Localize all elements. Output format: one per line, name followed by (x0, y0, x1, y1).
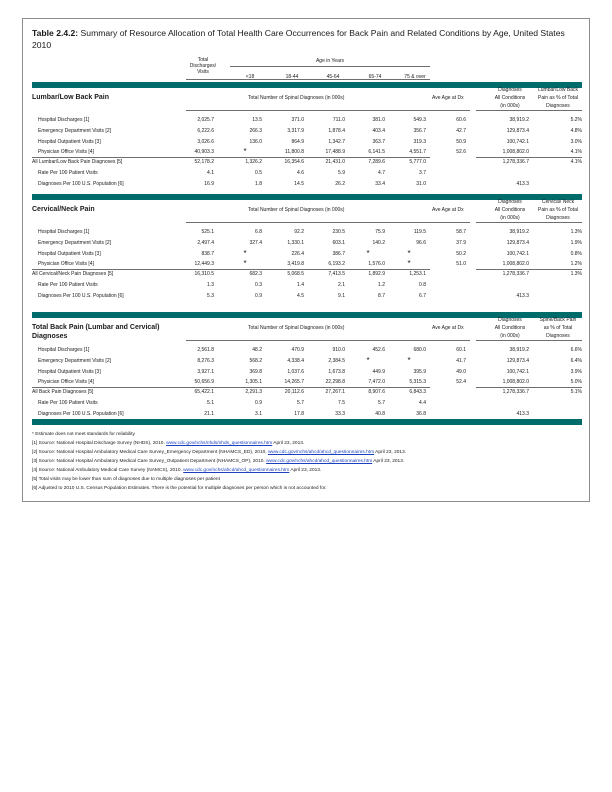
cell-a4: 7,472.0 (368, 379, 385, 385)
cell-a1: 327.4 (249, 240, 262, 246)
cell-pct: 6.6% (570, 347, 582, 353)
all-cell-a4: 1,892.9 (368, 271, 385, 277)
pop-cell-a1: 3.1 (255, 411, 262, 417)
row-label: Emergency Department Visits [2] (38, 240, 111, 246)
age-header-4: 75 & over (404, 74, 426, 80)
cell-pct: 4.1% (570, 149, 582, 155)
col-header-total-line1: Total (197, 57, 209, 63)
cell-total: 3,026.6 (197, 139, 214, 145)
all-row-rule (32, 157, 430, 158)
cell-pct: 1.2% (570, 261, 582, 267)
pop-cell-a5: 31.0 (416, 181, 426, 187)
footnote-1-link[interactable]: www.cdc.gov/nchs/nhds/nhds_questionnaires.htm (166, 441, 273, 446)
pop-cell-a2: 14.5 (294, 181, 304, 187)
pop-cell-a1: 1.8 (255, 181, 262, 187)
pop-cell-a3: 26.2 (335, 181, 345, 187)
section-avg-age-header: Ave Age at Dx (432, 207, 464, 213)
section-avg-age-header: Ave Age at Dx (432, 95, 464, 101)
table-title (32, 27, 582, 51)
cell-total: 40,903.3 (194, 149, 214, 155)
footnote-4-link[interactable]: www.cdc.gov/nchs/ahcd/ahcd_questionnaires.htm (183, 468, 290, 473)
cell-dx: 129,873.4 (506, 240, 529, 246)
cell-a2: 1,037.6 (287, 369, 304, 375)
cell-a2: 371.0 (291, 117, 304, 123)
cell-a4: 6,141.5 (368, 149, 385, 155)
cell-a5: 96.6 (416, 240, 426, 246)
section-spinal-dx-header: Total Number of Spinal Diagnoses (in 000s) (248, 325, 345, 331)
cell-avg: 49.0 (456, 369, 466, 375)
rate-cell-total: 5.1 (207, 400, 214, 406)
cell-avg: 60.6 (456, 117, 466, 123)
all-cell-a5: 1,253.1 (409, 271, 426, 277)
rate-cell-a4: 1.2 (378, 282, 385, 288)
footnote-4-text: [4] Source: National Ambulatory Medical Care Survey (NAMCS), 2010. (32, 468, 184, 473)
pop-cell-a5: 36.8 (416, 411, 426, 417)
cell-total: 6,222.6 (197, 128, 214, 134)
cell-a3: 386.7 (332, 251, 345, 257)
cell-dx: 100,742.1 (506, 251, 529, 257)
all-cell-a2: 5,068.5 (287, 271, 304, 277)
cell-a2: 226.4 (291, 251, 304, 257)
cell-a3: 910.0 (332, 347, 345, 353)
section-header-rule (186, 340, 430, 341)
footnote-3-text: [3] Source: National Hospital Ambulatory Medical Care Survey_Outpatient Department (NHAMCS_OP), 2010. (32, 459, 267, 464)
all-row-label: All Cervical/Neck Pain Diagnoses [5] (32, 271, 114, 277)
all-cell-a1: 682.3 (249, 271, 262, 277)
age-header-2: 45-64 (326, 74, 340, 80)
cell-dx: 129,873.4 (506, 128, 529, 134)
cell-a1: * (243, 259, 247, 268)
all-row-rule (32, 269, 430, 270)
cell-a5: * (407, 249, 411, 258)
cell-a3: 603.1 (332, 240, 345, 246)
cell-a3: 711.0 (332, 117, 345, 123)
cell-dx: 1,008,802.0 (502, 261, 529, 267)
cell-a1: * (243, 147, 247, 156)
pop-cell-total: 5.3 (207, 293, 214, 299)
rate-row-label: Rate Per 100 Patient Visits (38, 282, 98, 288)
all-cell-a3: 7,413.5 (328, 271, 345, 277)
footnote-2-text: [2] Source: National Hospital Ambulatory Medical Care Survey_Emergency Department (NHAMCS_ED), 2010. (32, 450, 268, 455)
cell-dx: 38,919.2 (509, 229, 529, 235)
cell-a4: 452.6 (372, 347, 385, 353)
cell-a4: 449.9 (372, 369, 385, 375)
all-cell-pct: 4.1% (570, 159, 582, 165)
all-row-rule-right (476, 269, 582, 270)
header-bottom-rule (186, 79, 430, 80)
all-cell-dx: 1,278,336.7 (502, 389, 529, 395)
section-spinal-dx-header: Total Number of Spinal Diagnoses (in 000s) (248, 207, 345, 213)
cell-avg: 42.7 (456, 128, 466, 134)
all-cell-a2: 20,112.6 (284, 389, 304, 395)
all-cell-a2: 16,354.6 (284, 159, 304, 165)
pop-row-label: Diagnoses Per 100 U.S. Population [6] (38, 411, 124, 417)
cell-a1: 568.2 (249, 358, 262, 364)
rate-cell-a5: 3.7 (419, 170, 426, 176)
cell-a3: 1,342.7 (328, 139, 345, 145)
rate-cell-total: 1.3 (207, 282, 214, 288)
cell-a4: 363.7 (372, 139, 385, 145)
cell-a3: 1,878.4 (328, 128, 345, 134)
cell-total: 838.7 (201, 251, 214, 257)
cell-a5: 319.3 (413, 139, 426, 145)
cell-a4: * (366, 356, 370, 365)
cell-a1: 369.8 (249, 369, 262, 375)
cell-avg: 51.0 (456, 261, 466, 267)
cell-pct: 4.8% (570, 128, 582, 134)
pop-cell-a1: 0.9 (255, 293, 262, 299)
col-header-total (186, 57, 220, 75)
cell-avg: 41.7 (456, 358, 466, 364)
cell-total: 12,449.3 (194, 261, 214, 267)
section-dx-header-l1: Diagnoses (498, 317, 522, 323)
section-pct-header-l2: as % of Total (543, 325, 573, 331)
section-header-rule-avg (430, 110, 470, 111)
cell-avg: 52.4 (456, 379, 466, 385)
cell-a4: 75.9 (375, 229, 385, 235)
section-dx-header-l2: All Conditions (494, 95, 526, 101)
cell-avg: 58.7 (456, 229, 466, 235)
cell-pct: 1.3% (570, 229, 582, 235)
rate-cell-a2: 4.6 (297, 170, 304, 176)
cell-a5: * (407, 259, 411, 268)
rate-cell-a1: 0.3 (255, 282, 262, 288)
age-header-3: 65-74 (368, 74, 382, 80)
rate-cell-a1: 0.9 (255, 400, 262, 406)
all-cell-pct: 5.1% (570, 389, 582, 395)
cell-a4: 381.0 (372, 117, 385, 123)
section-dx-header-l2: All Conditions (494, 207, 526, 213)
table-number: Table 2.4.2: (32, 28, 79, 38)
table-caption: Summary of Resource Allocation of Total Health Care Occurrences for Back Pain and Related Conditions by Age, United States 2010 (32, 28, 565, 50)
section-dx-header-l2: All Conditions (494, 325, 526, 331)
all-cell-a3: 27,267.1 (325, 389, 345, 395)
cell-a3: 17,488.9 (325, 149, 345, 155)
cell-pct: 0.8% (570, 251, 582, 257)
footnote-1 (32, 441, 304, 447)
row-label: Emergency Department Visits [2] (38, 128, 111, 134)
age-header-0: <18 (245, 74, 255, 80)
cell-a2: 3,317.9 (287, 128, 304, 134)
all-cell-a5: 5,777.0 (409, 159, 426, 165)
row-label: Hospital Outpatient Visits [3] (38, 251, 101, 257)
age-group-header: Age in Years (315, 58, 345, 64)
all-cell-a1: 1,326.2 (245, 159, 262, 165)
cell-total: 3,927.1 (197, 369, 214, 375)
section-dx-header-l1: Diagnoses (498, 87, 522, 93)
cell-a1: 1,305.1 (245, 379, 262, 385)
cell-a2: 11,800.8 (284, 149, 304, 155)
rate-row-label: Rate Per 100 Patient Visits (38, 400, 98, 406)
cell-a5: 395.9 (413, 369, 426, 375)
cell-total: 2,561.8 (197, 347, 214, 353)
footnote-2 (32, 450, 406, 456)
section-avg-age-header: Ave Age at Dx (432, 325, 464, 331)
row-label: Hospital Outpatient Visits [3] (38, 139, 101, 145)
rate-cell-a5: 0.8 (419, 282, 426, 288)
row-label: Emergency Department Visits [2] (38, 358, 111, 364)
cell-pct: 6.4% (570, 358, 582, 364)
section-header-rule-right (476, 110, 582, 111)
rate-cell-total: 4.1 (207, 170, 214, 176)
footnote-3-link[interactable]: www.cdc.gov/nchs/ahcd/ahcd_questionnaires.htm (266, 459, 373, 464)
footnote-6: [6] Adjusted to 2010 U.S. Census Population Estimates. There is the potential for multiple diagnoses per person which is not accounted for. (32, 486, 327, 491)
cell-a3: 2,384.5 (328, 358, 345, 364)
section-pct-header-l1: Lumbar/Low Back (537, 87, 579, 93)
pop-row-label: Diagnoses Per 100 U.S. Population [6] (38, 181, 124, 187)
section-header-rule (186, 110, 430, 111)
section-pct-header-l2: Pain as % of Total (538, 95, 578, 101)
cell-a2: 864.9 (291, 139, 304, 145)
section-title-line2: Diagnoses (32, 333, 68, 340)
cell-avg: 50.2 (456, 251, 466, 257)
pop-cell-total: 16.9 (204, 181, 214, 187)
cell-pct: 5.2% (570, 117, 582, 123)
cell-a3: 1,673.8 (328, 369, 345, 375)
all-row-label: All Back Pain Diagnoses [5] (32, 389, 94, 395)
all-cell-dx: 1,278,336.7 (502, 159, 529, 165)
pop-cell-dx: 413.3 (516, 293, 529, 299)
all-cell-a4: 8,907.6 (368, 389, 385, 395)
rate-cell-a1: 0.5 (255, 170, 262, 176)
cell-a1: 6.8 (255, 229, 262, 235)
all-cell-dx: 1,278,336.7 (502, 271, 529, 277)
section-spinal-dx-header: Total Number of Spinal Diagnoses (in 000s) (248, 95, 345, 101)
all-cell-a5: 6,843.3 (409, 389, 426, 395)
all-cell-total: 52,178.2 (194, 159, 214, 165)
all-cell-a3: 21,431.0 (325, 159, 345, 165)
cell-avg: 37.9 (456, 240, 466, 246)
age-group-rule (230, 66, 430, 67)
col-header-total-line3: Visits (197, 69, 209, 75)
cell-a3: 22,298.8 (325, 379, 345, 385)
cell-a1: 266.3 (249, 128, 262, 134)
all-cell-total: 65,422.1 (194, 389, 214, 395)
pop-row-label: Diagnoses Per 100 U.S. Population [6] (38, 293, 124, 299)
section-header-rule-right (476, 222, 582, 223)
section-pct-header-l3: Diagnoses (546, 103, 570, 109)
rate-cell-a4: 5.7 (378, 400, 385, 406)
all-row-label: All Lumbar/Low Back Pain Diagnoses [5] (32, 159, 123, 165)
section-dx-header-l3: (in 000s) (500, 215, 520, 221)
cell-a4: 403.4 (372, 128, 385, 134)
pop-cell-dx: 413.3 (516, 181, 529, 187)
cell-pct: 3.9% (570, 369, 582, 375)
cell-dx: 38,919.2 (509, 347, 529, 353)
section-pct-header-l3: Diagnoses (546, 333, 570, 339)
section-title: Cervical/Neck Pain (32, 206, 95, 213)
cell-a2: 1,330.1 (287, 240, 304, 246)
pop-cell-a5: 6.7 (419, 293, 426, 299)
row-label: Hospital Discharges [1] (38, 347, 90, 353)
cell-avg: 52.6 (456, 149, 466, 155)
rate-cell-a2: 5.7 (297, 400, 304, 406)
cell-a5: * (407, 356, 411, 365)
cell-pct: 5.0% (570, 379, 582, 385)
rate-cell-a3: 5.9 (338, 170, 345, 176)
pop-cell-a3: 9.1 (338, 293, 345, 299)
cell-total: 525.1 (201, 229, 214, 235)
cell-a2: 92.2 (294, 229, 304, 235)
rate-cell-a5: 4.4 (419, 400, 426, 406)
row-label: Physician Office Visits [4] (38, 149, 94, 155)
pop-cell-a3: 33.3 (335, 411, 345, 417)
section-title: Total Back Pain (Lumbar and Cervical) (32, 324, 160, 331)
pop-cell-a4: 40.8 (375, 411, 385, 417)
section-dx-header-l1: Diagnoses (498, 199, 522, 205)
cell-a1: 136.0 (249, 139, 262, 145)
row-label: Hospital Outpatient Visits [3] (38, 369, 101, 375)
cell-dx: 1,008,802.0 (502, 379, 529, 385)
cell-dx: 1,008,802.0 (502, 149, 529, 155)
teal-band-bottom (32, 419, 582, 425)
section-pct-header-l1: Cervical/ Neck (541, 199, 575, 205)
cell-a5: 5,315.3 (409, 379, 426, 385)
cell-a2: 3,419.8 (287, 261, 304, 267)
section-dx-header-l3: (in 000s) (500, 103, 520, 109)
section-pct-header-l2: Pain as % of Total (538, 207, 578, 213)
all-cell-a1: 2,291.3 (245, 389, 262, 395)
cell-a5: 356.7 (413, 128, 426, 134)
all-row-rule-right (476, 387, 582, 388)
cell-dx: 100,742.1 (506, 369, 529, 375)
footnote-1-text: [1] Source: National Hospital Discharge Survey (NHDS), 2010. (32, 441, 167, 446)
section-header-rule (186, 222, 430, 223)
pop-cell-total: 21.1 (204, 411, 214, 417)
cell-a2: 14,265.7 (284, 379, 304, 385)
section-header-rule-right (476, 340, 582, 341)
footnote-2-link[interactable]: www.cdc.gov/nchs/ahcd/ahcd_questionnaires.htm (267, 450, 375, 455)
pop-cell-a4: 33.4 (375, 181, 385, 187)
rate-cell-a2: 1.4 (297, 282, 304, 288)
cell-a1: 48.2 (252, 347, 262, 353)
rate-row-label: Rate Per 100 Patient Visits (38, 170, 98, 176)
cell-total: 2,497.4 (197, 240, 214, 246)
pop-cell-a2: 17.8 (294, 411, 304, 417)
cell-a2: 4,338.4 (287, 358, 304, 364)
cell-pct: 3.0% (570, 139, 582, 145)
all-cell-a4: 7,289.6 (368, 159, 385, 165)
footnote-3-date: April 23, 2013. (372, 459, 405, 464)
cell-dx: 38,919.2 (509, 117, 529, 123)
cell-total: 8,276.3 (197, 358, 214, 364)
rate-cell-a3: 2.1 (338, 282, 345, 288)
row-label: Hospital Discharges [1] (38, 117, 90, 123)
row-label: Hospital Discharges [1] (38, 229, 90, 235)
cell-a4: * (366, 249, 370, 258)
all-cell-pct: 1.3% (570, 271, 582, 277)
all-row-rule (32, 387, 430, 388)
age-header-1: 18-44 (285, 74, 299, 80)
section-pct-header-l3: Diagnoses (546, 215, 570, 221)
rate-cell-a3: 7.5 (338, 400, 345, 406)
all-cell-total: 16,310.5 (194, 271, 214, 277)
all-row-rule-right (476, 157, 582, 158)
col-header-total-line2: Discharges/ (189, 63, 217, 69)
cell-a2: 470.9 (291, 347, 304, 353)
cell-a1: * (243, 249, 247, 258)
footnote-4-date: April 23, 2013. (289, 468, 322, 473)
cell-a5: 549.3 (413, 117, 426, 123)
cell-pct: 1.9% (570, 240, 582, 246)
rate-cell-a4: 4.7 (378, 170, 385, 176)
footnote-4 (32, 468, 321, 474)
pop-cell-a4: 8.7 (378, 293, 385, 299)
cell-avg: 60.1 (456, 347, 466, 353)
cell-a4: 1,576.0 (368, 261, 385, 267)
section-header-rule-avg (430, 340, 470, 341)
cell-a3: 6,193.2 (328, 261, 345, 267)
cell-dx: 129,873.4 (506, 358, 529, 364)
cell-avg: 50.9 (456, 139, 466, 145)
cell-a3: 230.5 (332, 229, 345, 235)
footnote-reliability: * Estimate does not meet standards for reliability (32, 432, 135, 437)
section-pct-header-l1: Spine/Back Pain (539, 317, 577, 323)
row-label: Physician Office Visits [4] (38, 379, 94, 385)
section-header-rule-avg (430, 222, 470, 223)
pop-cell-dx: 413.3 (516, 411, 529, 417)
cell-a4: 140.2 (372, 240, 385, 246)
footnote-5: [5] Total visits may be lower than sum of diagnoses due to multiple diagnoses per patient (32, 477, 220, 482)
footnote-2-date: April 23, 2013. (374, 450, 407, 455)
cell-a5: 4,551.7 (409, 149, 426, 155)
row-label: Physician Office Visits [4] (38, 261, 94, 267)
cell-a5: 119.5 (413, 229, 426, 235)
cell-a5: 680.0 (413, 347, 426, 353)
cell-dx: 100,742.1 (506, 139, 529, 145)
pop-cell-a2: 4.5 (297, 293, 304, 299)
section-title: Lumbar/Low Back Pain (32, 94, 110, 101)
footnote-3 (32, 459, 404, 465)
cell-total: 50,656.9 (194, 379, 214, 385)
footnote-1-date: April 23, 2013. (272, 441, 305, 446)
cell-total: 2,025.7 (197, 117, 214, 123)
cell-a1: 13.5 (252, 117, 262, 123)
section-dx-header-l3: (in 000s) (500, 333, 520, 339)
